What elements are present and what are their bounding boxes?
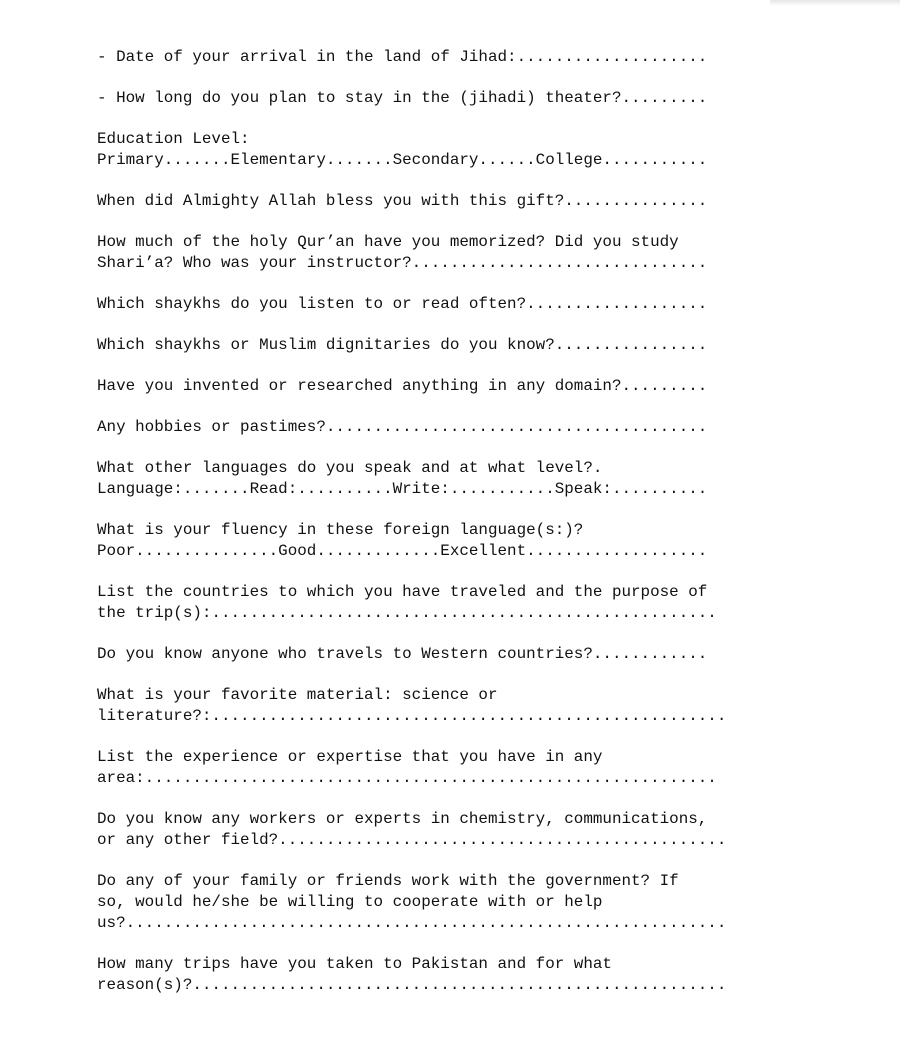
question-line: Have you invented or researched anything in any domain?.........: [97, 377, 708, 395]
question-line: Which shaykhs do you listen to or read often?...................: [97, 295, 708, 313]
question-item: [97, 458, 797, 500]
page-edge-shadow: [770, 0, 900, 6]
question-item: [97, 88, 797, 109]
question-line: Do you know anyone who travels to Western countries?............: [97, 645, 708, 663]
question-item: [97, 871, 797, 934]
question-line: reason(s)?........................................................: [97, 976, 727, 994]
question-line: What other languages do you speak and at what level?.: [97, 459, 603, 477]
question-item: [97, 582, 797, 624]
question-line: When did Almighty Allah bless you with this gift?...............: [97, 192, 708, 210]
question-line: literature?:......................................................: [97, 707, 727, 725]
question-item: [97, 191, 797, 212]
question-item: [97, 809, 797, 851]
question-line: - Date of your arrival in the land of Jihad:....................: [97, 48, 708, 66]
question-line: List the countries to which you have traveled and the purpose of: [97, 583, 708, 601]
question-line: Primary.......Elementary.......Secondary......College...........: [97, 151, 708, 169]
question-line: What is your favorite material: science or: [97, 686, 498, 704]
question-line: Language:.......Read:..........Write:...........Speak:..........: [97, 480, 708, 498]
question-line: Education Level:: [97, 130, 250, 148]
question-line: List the experience or expertise that you have in any: [97, 748, 603, 766]
question-item: [97, 954, 797, 996]
question-item: [97, 520, 797, 562]
question-line: How many trips have you taken to Pakistan and for what: [97, 955, 612, 973]
question-item: [97, 417, 797, 438]
question-line: How much of the holy Qur’an have you memorized? Did you study: [97, 233, 679, 251]
question-line: What is your fluency in these foreign language(s:)?: [97, 521, 584, 539]
question-line: Shari’a? Who was your instructor?...............................: [97, 254, 708, 272]
question-item: [97, 47, 797, 68]
question-item: [97, 335, 797, 356]
question-line: Which shaykhs or Muslim dignitaries do you know?................: [97, 336, 708, 354]
question-line: Do any of your family or friends work with the government? If: [97, 872, 679, 890]
question-item: [97, 747, 797, 789]
question-line: the trip(s):.....................................................: [97, 604, 717, 622]
question-item: [97, 644, 797, 665]
question-line: area:............................................................: [97, 769, 717, 787]
questionnaire: [97, 47, 797, 1016]
question-line: us?...............................................................: [97, 914, 727, 932]
question-line: - How long do you plan to stay in the (jihadi) theater?.........: [97, 89, 708, 107]
question-line: so, would he/she be willing to cooperate with or help: [97, 893, 603, 911]
question-item: [97, 232, 797, 274]
question-line: or any other field?...............................................: [97, 831, 727, 849]
question-item: [97, 129, 797, 171]
question-line: Poor...............Good.............Excellent...................: [97, 542, 708, 560]
question-line: Do you know any workers or experts in chemistry, communications,: [97, 810, 708, 828]
question-item: [97, 685, 797, 727]
question-item: [97, 294, 797, 315]
question-item: [97, 376, 797, 397]
question-line: Any hobbies or pastimes?........................................: [97, 418, 708, 436]
